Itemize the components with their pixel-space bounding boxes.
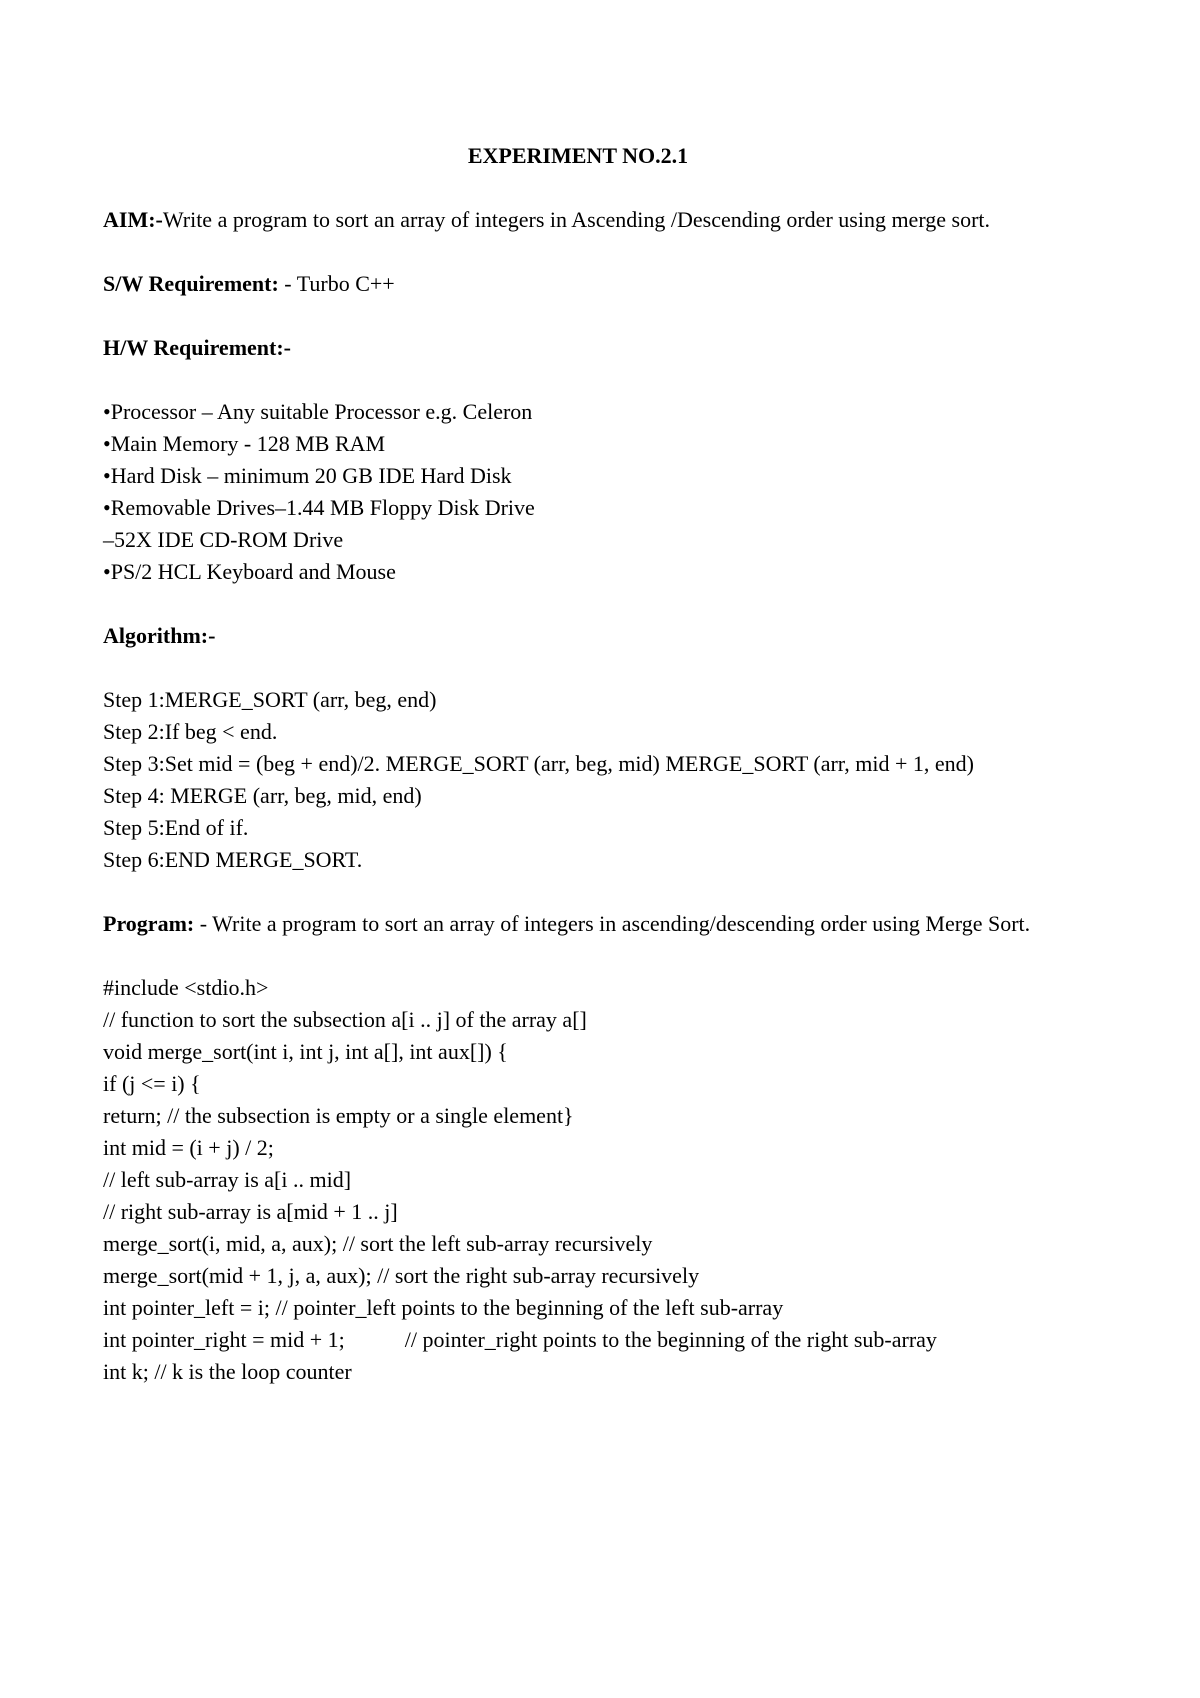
code-line: #include <stdio.h> xyxy=(103,975,269,1000)
hw-item: •Processor – Any suitable Processor e.g. Celeron xyxy=(103,399,533,424)
code-line: int mid = (i + j) / 2; xyxy=(103,1135,274,1160)
hw-requirement-label: H/W Requirement:- xyxy=(103,335,291,360)
hw-item: •Main Memory - 128 MB RAM xyxy=(103,431,386,456)
sw-requirement xyxy=(103,268,1053,300)
code-line: // function to sort the subsection a[i .. j] of the array a[] xyxy=(103,1007,587,1032)
page-title: EXPERIMENT NO.2.1 xyxy=(467,143,689,168)
code-line: int pointer_left = i; // pointer_left points to the beginning of the left sub-array xyxy=(103,1295,784,1320)
code-line: // right sub-array is a[mid + 1 .. j] xyxy=(103,1199,398,1224)
sw-requirement-label: S/W Requirement: xyxy=(103,271,279,296)
code-line: merge_sort(mid + 1, j, a, aux); // sort the right sub-array recursively xyxy=(103,1263,700,1288)
code-comment: // pointer_right points to the beginning of the right sub-array xyxy=(404,1327,937,1352)
algorithm-step: Step 2:If beg < end. xyxy=(103,719,278,744)
document-content xyxy=(103,140,1053,1388)
program-paragraph xyxy=(103,908,1053,940)
hw-item: •Hard Disk – minimum 20 GB IDE Hard Disk xyxy=(103,463,512,488)
algorithm-step: Step 6:END MERGE_SORT. xyxy=(103,847,363,872)
program-text: - Write a program to sort an array of integers in ascending/descending order using Merge Sort. xyxy=(194,911,1031,936)
code-line: if (j <= i) { xyxy=(103,1071,201,1096)
hw-item: –52X IDE CD-ROM Drive xyxy=(103,527,344,552)
code-line-pointer-right xyxy=(103,1324,1053,1356)
algorithm-step: Step 1:MERGE_SORT (arr, beg, end) xyxy=(103,687,437,712)
code-line: merge_sort(i, mid, a, aux); // sort the left sub-array recursively xyxy=(103,1231,653,1256)
aim-paragraph xyxy=(103,204,1053,236)
hw-item: •Removable Drives–1.44 MB Floppy Disk Drive xyxy=(103,495,535,520)
algorithm-step: Step 3:Set mid = (beg + end)/2. MERGE_SORT (arr, beg, mid) MERGE_SORT (arr, mid + 1, end) xyxy=(103,751,974,776)
program-label: Program: xyxy=(103,911,195,936)
code-statement: int pointer_right = mid + 1; xyxy=(103,1327,345,1352)
code-line: // left sub-array is a[i .. mid] xyxy=(103,1167,352,1192)
algorithm-step: Step 4: MERGE (arr, beg, mid, end) xyxy=(103,783,422,808)
sw-requirement-text: - Turbo C++ xyxy=(278,271,395,296)
code-line: int k; // k is the loop counter xyxy=(103,1359,352,1384)
aim-text: Write a program to sort an array of integers in Ascending /Descending order using merge sort. xyxy=(162,207,991,232)
code-line: return; // the subsection is empty or a single element} xyxy=(103,1103,574,1128)
algorithm-step: Step 5:End of if. xyxy=(103,815,249,840)
algorithm-label: Algorithm:- xyxy=(103,623,216,648)
aim-label: AIM:- xyxy=(103,207,163,232)
hw-item: •PS/2 HCL Keyboard and Mouse xyxy=(103,559,396,584)
code-line: void merge_sort(int i, int j, int a[], int aux[]) { xyxy=(103,1039,508,1064)
